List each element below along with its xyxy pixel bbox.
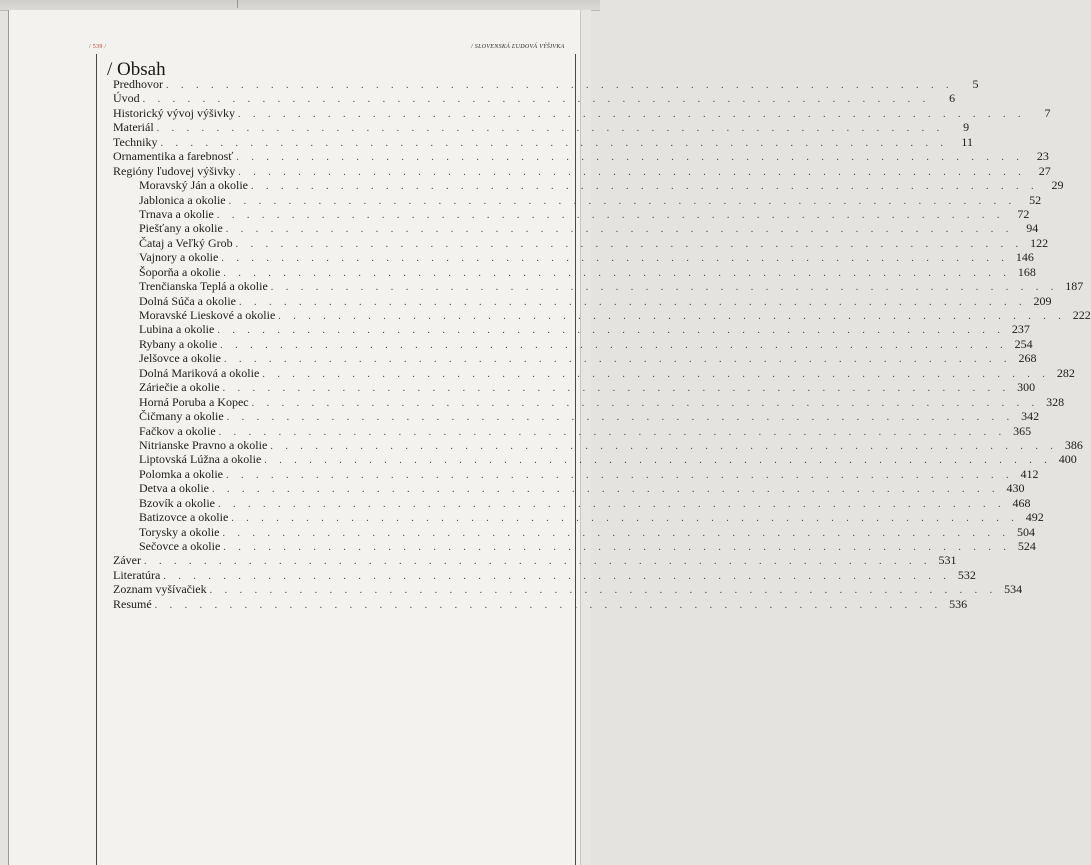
toc-dot-leader: . . . . . . . . . . . . . . . . . . . . . . . . . . . . . . . . . . . . . . . . . . . . . . . . . . . . . xyxy=(163,570,951,582)
toc-entry-page-number: 531 xyxy=(938,553,957,568)
toc-entry-label: Liptovská Lúžna a okolie xyxy=(139,452,262,467)
toc-entry-page-number: 365 xyxy=(1013,423,1032,438)
toc-dot-leader: . . . . . . . . . . . . . . . . . . . . . . . . . . . . . . . . . . . . . . . . . . . . . . . . . . . . . xyxy=(222,527,1010,539)
toc-entry xyxy=(113,308,1091,322)
toc-dot-leader: . . . . . . . . . . . . . . . . . . . . . . . . . . . . . . . . . . . . . . . . . . . . . . . . . . . . . xyxy=(226,469,1014,481)
toc-entry xyxy=(113,105,1051,120)
toc-entry-label: Detva a okolie xyxy=(139,481,209,496)
toc-entry-label: Jelšovce a okolie xyxy=(139,351,221,366)
toc-entry-page-number: 11 xyxy=(961,134,973,149)
toc-dot-leader: . . . . . . . . . . . . . . . . . . . . . . . . . . . . . . . . . . . . . . . . . . . . . . . . . . . . . xyxy=(154,599,943,611)
toc-entry xyxy=(113,365,1075,380)
toc-entry-label: Moravský Ján a okolie xyxy=(139,178,248,193)
toc-entry xyxy=(113,235,1049,250)
toc-entry xyxy=(113,351,1037,366)
toc-dot-leader: . . . . . . . . . . . . . . . . . . . . . . . . . . . . . . . . . . . . . . . . . . . . . . . . . . . . . xyxy=(223,354,1012,366)
toc-dot-leader: . . . . . . . . . . . . . . . . . . . . . . . . . . . . . . . . . . . . . . . . . . . . . . . . . . . . . xyxy=(228,195,1017,207)
toc-dot-leader: . . . . . . . . . . . . . . . . . . . . . . . . . . . . . . . . . . . . . . . . . . . . . . . . . . . . . xyxy=(235,238,1024,250)
toc-entry xyxy=(113,409,1040,424)
toc-entry xyxy=(113,539,1036,553)
toc-entry-page-number: 268 xyxy=(1018,351,1037,366)
toc-entry-page-number: 187 xyxy=(1065,279,1084,294)
toc-dot-leader: . . . . . . . . . . . . . . . . . . . . . . . . . . . . . . . . . . . . . . . . . . . . . . . . . . . . . xyxy=(216,209,1005,221)
toc-entry-page-number: 29 xyxy=(1051,178,1064,193)
toc-entry-page-number: 532 xyxy=(957,567,976,582)
toc-entry-page-number: 9 xyxy=(963,120,970,135)
toc-entry-label: Materiál xyxy=(113,120,154,135)
toc-entry xyxy=(113,163,1051,178)
toc-dot-leader: . . . . . . . . . . . . . . . . . . . . . . . . . . . . . . . . . . . . . . . . . . . . . . . . . . . . . xyxy=(217,325,1005,337)
toc-entry xyxy=(113,192,1042,207)
toc-dot-leader: . . . . . . . . . . . . . . . . . . . . . . . . . . . . . . . . . . . . . . . . . . . . . . . . . . . . . xyxy=(160,137,948,149)
toc-dot-leader: . . . . . . . . . . . . . . . . . . . . . . . . . . . . . . . . . . . . . . . . . . . . . . . . . . . . . xyxy=(278,311,1066,322)
toc-entry-label: Regióny ľudovej výšivky xyxy=(113,163,236,178)
toc-entry-page-number: 122 xyxy=(1030,235,1049,250)
toc-entry xyxy=(113,149,1049,164)
toc-entry xyxy=(113,279,1084,294)
toc-entry-page-number: 504 xyxy=(1016,524,1035,539)
toc-entry-label: Torysky a okolie xyxy=(139,524,220,539)
toc-dot-leader: . . . . . . . . . . . . . . . . . . . . . . . . . . . . . . . . . . . . . . . . . . . . . . . . . . . . . xyxy=(211,484,1000,496)
toc-dot-leader: . . . . . . . . . . . . . . . . . . . . . . . . . . . . . . . . . . . . . . . . . . . . . . . . . . . . . xyxy=(225,224,1014,236)
toc-entry-label: Batizovce a okolie xyxy=(139,510,229,525)
toc-dot-leader: . . . . . . . . . . . . . . . . . . . . . . . . . . . . . . . . . . . . . . . . . . . . . . . . . . . . . xyxy=(238,296,1027,308)
toc-entry xyxy=(113,120,970,135)
toc-entry-label: Záver xyxy=(113,553,141,568)
toc-entry-page-number: 5 xyxy=(972,77,979,91)
toc-entry xyxy=(113,582,1023,597)
toc-dot-leader: . . . . . . . . . . . . . . . . . . . . . . . . . . . . . . . . . . . . . . . . . . . . . . . . . . . . . xyxy=(142,94,931,106)
toc-entry-page-number: 209 xyxy=(1033,293,1052,308)
toc-entry xyxy=(113,91,956,106)
toc-entry-label: Sečovce a okolie xyxy=(139,539,221,553)
toc-entry-label: Čataj a Veľký Grob xyxy=(139,235,233,250)
toc-entry-label: Piešťany a okolie xyxy=(139,221,223,236)
toc-entry-page-number: 237 xyxy=(1011,322,1030,337)
toc-entry-label: Trenčianska Teplá a okolie xyxy=(139,279,268,294)
toc-entry xyxy=(113,394,1065,409)
toc-dot-leader: . . . . . . . . . . . . . . . . . . . . . . . . . . . . . . . . . . . . . . . . . . . . . . . . . . . . . xyxy=(222,383,1011,395)
toc-dot-leader: . . . . . . . . . . . . . . . . . . . . . . . . . . . . . . . . . . . . . . . . . . . . . . . . . . . . . xyxy=(238,166,1026,178)
toc-dot-leader: . . . . . . . . . . . . . . . . . . . . . . . . . . . . . . . . . . . . . . . . . . . . . . . . . . . . . xyxy=(250,181,1039,193)
toc-dot-leader: . . . . . . . . . . . . . . . . . . . . . . . . . . . . . . . . . . . . . . . . . . . . . . . . . . . . . xyxy=(223,267,1011,279)
toc-entry-label: Dolná Súča a okolie xyxy=(139,293,236,308)
toc-entry-label: Fačkov a okolie xyxy=(139,423,216,438)
toc-entry xyxy=(113,524,1035,539)
toc-entry-label: Trnava a okolie xyxy=(139,206,214,221)
toc-entry xyxy=(113,134,973,149)
toc-entry-page-number: 412 xyxy=(1020,466,1039,481)
toc-entry xyxy=(113,206,1030,221)
toc-entry xyxy=(113,553,957,568)
toc-entry-label: Lubina a okolie xyxy=(139,322,215,337)
toc-entry xyxy=(113,336,1033,351)
toc-entry xyxy=(113,567,976,582)
toc-dot-leader: . . . . . . . . . . . . . . . . . . . . . . . . . . . . . . . . . . . . . . . . . . . . . . . . . . . . . xyxy=(251,397,1040,409)
scan-top-tick xyxy=(237,0,238,8)
toc-entry-label: Jablonica a okolie xyxy=(139,192,226,207)
toc-entry-label: Čičmany a okolie xyxy=(139,409,224,424)
toc-dot-leader: . . . . . . . . . . . . . . . . . . . . . . . . . . . . . . . . . . . . . . . . . . . . . . . . . . . . . xyxy=(270,440,1058,452)
toc-entry xyxy=(113,264,1036,279)
toc-entry-page-number: 328 xyxy=(1046,394,1065,409)
toc-entry-page-number: 386 xyxy=(1064,437,1083,452)
toc-dot-leader: . . . . . . . . . . . . . . . . . . . . . . . . . . . . . . . . . . . . . . . . . . . . . . . . . . . . . xyxy=(236,152,1024,164)
toc-entry xyxy=(113,437,1083,452)
toc-entry-page-number: 534 xyxy=(1004,582,1023,597)
toc-entry-page-number: 72 xyxy=(1017,206,1030,221)
toc-entry-page-number: 94 xyxy=(1026,221,1039,236)
toc-entry xyxy=(113,423,1032,438)
left-column-rule xyxy=(96,54,97,865)
toc-entry xyxy=(113,481,1025,496)
toc-entry-label: Zoznam vyšívačiek xyxy=(113,582,207,597)
toc-entry-page-number: 430 xyxy=(1006,481,1025,496)
page-number-folio: / 539 / xyxy=(89,44,107,50)
toc-entry xyxy=(113,380,1036,395)
toc-entry-page-number: 6 xyxy=(949,91,956,106)
toc-entry xyxy=(113,293,1052,308)
toc-entry-label: Literatúra xyxy=(113,567,161,582)
toc-entry-page-number: 524 xyxy=(1017,539,1036,553)
toc-entry-page-number: 492 xyxy=(1025,510,1044,525)
running-head: / SLOVENSKÁ ĽUDOVÁ VÝŠIVKA xyxy=(471,44,565,50)
toc-entry-label: Bzovík a okolie xyxy=(139,495,215,510)
toc-dot-leader: . . . . . . . . . . . . . . . . . . . . . . . . . . . . . . . . . . . . . . . . . . . . . . . . . . . . . xyxy=(223,542,1011,553)
toc-dot-leader: . . . . . . . . . . . . . . . . . . . . . . . . . . . . . . . . . . . . . . . . . . . . . . . . . . . . . xyxy=(262,368,1050,380)
toc-entry xyxy=(113,77,979,91)
toc-entry-page-number: 400 xyxy=(1058,452,1077,467)
toc-entry-page-number: 7 xyxy=(1044,105,1051,120)
toc-dot-leader: . . . . . . . . . . . . . . . . . . . . . . . . . . . . . . . . . . . . . . . . . . . . . . . . . . . . . xyxy=(218,426,1007,438)
toc-entry-page-number: 168 xyxy=(1017,264,1036,279)
toc-entry xyxy=(113,495,1031,510)
table-of-contents xyxy=(113,77,1091,611)
toc-dot-leader: . . . . . . . . . . . . . . . . . . . . . . . . . . . . . . . . . . . . . . . . . . . . . . . . . . . . . xyxy=(217,498,1006,510)
toc-entry-page-number: 282 xyxy=(1056,365,1075,380)
toc-entry-label: Dolná Mariková a okolie xyxy=(139,365,260,380)
page-title: / Obsah xyxy=(107,59,166,80)
toc-entry-label: Horná Poruba a Kopec xyxy=(139,394,249,409)
book-page xyxy=(8,10,1091,865)
toc-entry xyxy=(113,596,968,611)
toc-entry-label: Úvod xyxy=(113,91,140,106)
toc-entry-label: Záriečie a okolie xyxy=(139,380,220,395)
toc-entry-page-number: 254 xyxy=(1014,336,1033,351)
toc-entry-label: Šoporňa a okolie xyxy=(139,264,221,279)
toc-entry xyxy=(113,221,1039,236)
toc-entry-label: Resumé xyxy=(113,596,152,611)
toc-entry-page-number: 222 xyxy=(1072,308,1091,322)
toc-dot-leader: . . . . . . . . . . . . . . . . . . . . . . . . . . . . . . . . . . . . . . . . . . . . . . . . . . . . . xyxy=(209,585,998,597)
toc-entry-label: Predhovor xyxy=(113,77,163,91)
toc-dot-leader: . . . . . . . . . . . . . . . . . . . . . . . . . . . . . . . . . . . . . . . . . . . . . . . . . . . . . xyxy=(238,108,1026,120)
toc-dot-leader: . . . . . . . . . . . . . . . . . . . . . . . . . . . . . . . . . . . . . . . . . . . . . . . . . . . . . xyxy=(220,339,1008,351)
toc-dot-leader: . . . . . . . . . . . . . . . . . . . . . . . . . . . . . . . . . . . . . . . . . . . . . . . . . . . . . xyxy=(264,455,1052,467)
toc-entry-label: Vajnory a okolie xyxy=(139,250,219,265)
toc-entry xyxy=(113,178,1064,193)
toc-entry xyxy=(113,466,1039,481)
toc-entry-label: Ornamentika a farebnosť xyxy=(113,149,234,164)
toc-entry-label: Rybany a okolie xyxy=(139,336,218,351)
toc-entry xyxy=(113,510,1044,525)
toc-entry-page-number: 27 xyxy=(1038,163,1051,178)
toc-entry-page-number: 536 xyxy=(949,596,968,611)
toc-dot-leader: . . . . . . . . . . . . . . . . . . . . . . . . . . . . . . . . . . . . . . . . . . . . . . . . . . . . . xyxy=(166,80,954,91)
toc-entry xyxy=(113,322,1030,337)
toc-entry-label: Nitrianske Pravno a okolie xyxy=(139,437,268,452)
toc-entry-page-number: 23 xyxy=(1036,149,1049,164)
toc-dot-leader: . . . . . . . . . . . . . . . . . . . . . . . . . . . . . . . . . . . . . . . . . . . . . . . . . . . . . xyxy=(231,513,1019,525)
toc-dot-leader: . . . . . . . . . . . . . . . . . . . . . . . . . . . . . . . . . . . . . . . . . . . . . . . . . . . . . xyxy=(156,123,945,135)
toc-entry-label: Historický vývoj výšivky xyxy=(113,105,235,120)
toc-entry-label: Techniky xyxy=(113,134,158,149)
toc-entry-page-number: 146 xyxy=(1015,250,1034,265)
toc-entry-page-number: 468 xyxy=(1012,495,1031,510)
toc-dot-leader: . . . . . . . . . . . . . . . . . . . . . . . . . . . . . . . . . . . . . . . . . . . . . . . . . . . . . xyxy=(270,282,1059,294)
toc-dot-leader: . . . . . . . . . . . . . . . . . . . . . . . . . . . . . . . . . . . . . . . . . . . . . . . . . . . . . xyxy=(221,253,1009,265)
toc-entry xyxy=(113,452,1077,467)
toc-entry-page-number: 342 xyxy=(1021,409,1040,424)
toc-entry xyxy=(113,250,1034,265)
toc-entry-label: Moravské Lieskové a okolie xyxy=(139,308,276,322)
toc-entry-page-number: 300 xyxy=(1017,380,1036,395)
toc-dot-leader: . . . . . . . . . . . . . . . . . . . . . . . . . . . . . . . . . . . . . . . . . . . . . . . . . . . . . xyxy=(226,412,1015,424)
toc-entry-page-number: 52 xyxy=(1029,192,1042,207)
toc-entry-label: Polomka a okolie xyxy=(139,466,223,481)
toc-dot-leader: . . . . . . . . . . . . . . . . . . . . . . . . . . . . . . . . . . . . . . . . . . . . . . . . . . . . . xyxy=(143,556,932,568)
